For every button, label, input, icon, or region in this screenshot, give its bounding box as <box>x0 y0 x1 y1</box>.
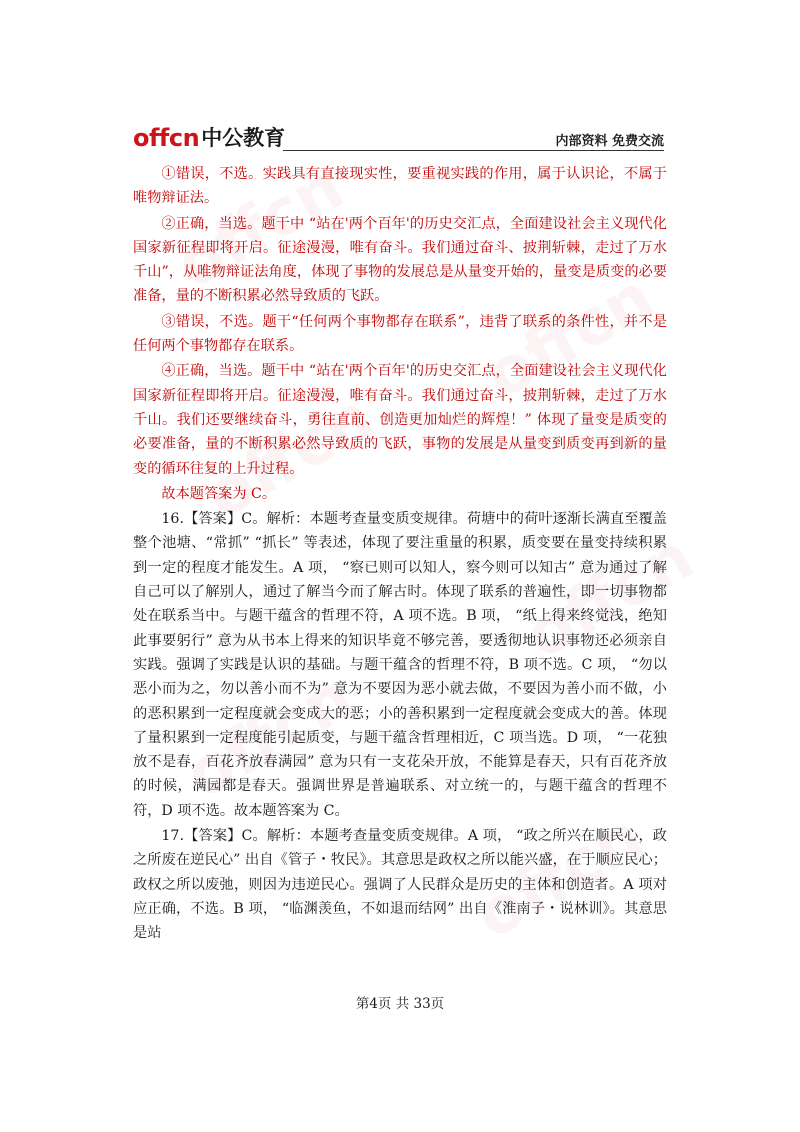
paragraph-option-1: ①错误，不选。实践具有直接现实性，要重视实践的作用，属于认识论，不属于唯物辩证法。 <box>133 166 667 207</box>
page-number: 第4页 共 33页 <box>355 996 445 1012</box>
paragraph-answer-conclusion: 故本题答案为 C。 <box>161 485 277 502</box>
paragraph-option-2: ②正确，当选。题干中 “站在'两个百年'的历史交汇点，全面建设社会主义现代化国家新征程即将开启。征途漫漫，唯有奋斗。我们通过奋斗、披荆斩棘，走过了万水千山”，从唯物辩证法角度，体现了事物的发展总是从量变开始的，量变是质变的必要准备，量的不断积累必然导致质的飞跃。 <box>133 215 667 305</box>
brand-logo-latin: offcn <box>133 124 200 152</box>
page-header <box>133 120 664 152</box>
paragraph-option-3: ③错误，不选。题干“任何两个事物都存在联系”，违背了联系的条件性，并不是任何两个事物都存在联系。 <box>133 313 667 355</box>
brand-logo-chinese: 中公教育 <box>201 126 286 150</box>
brand-logo <box>133 120 285 152</box>
header-divider <box>283 150 664 151</box>
paragraph-question-16: 16.【答案】C。解析：本题考查量变质变规律。荷塘中的荷叶逐渐长满直至覆盖整个池塘、“常抓” “抓长” 等表述，体现了要注重量的积累，质变要在量变持续积累到一定的程度才能发生。A 项， “察已则可以知人，察今则可以知古” 意为通过了解自己可以了解别人，通过了解当今而了解古时。体现了联系的普遍性，即一切事物都处在联系当中。与题干蕴含的哲理不符，A 项不选。B 项， “纸上得来终觉浅，绝知此事要躬行” 意为从书本上得来的知识毕竟不够完善，要透彻地认识事物还必须亲自实践。强调了实践是认识的基础。与题干蕴含的哲理不符，B 项不选。C 项， “勿以恶小而为之，勿以善小而不为” 意为不要因为恶小就去做，不要因为善小而不做，小的恶积累到一定程度就会变成大的恶；小的善积累到一定程度就会变成大的善。体现了量积累到一定程度能引起质变，与题干蕴含哲理相近，C 项当选。D 项， “一花独放不是春，百花齐放春满园” 意为只有一支花朵开放，不能算是春天，只有百花齐放的时候，满园都是春天。强调世界是普遍联系、对立统一的，与题干蕴含的哲理不符，D 项不选。故本题答案为 C。 <box>133 511 667 819</box>
paragraph-option-4: ④正确，当选。题干中 “站在'两个百年'的历史交汇点，全面建设社会主义现代化国家新征程即将开启。征途漫漫，唯有奋斗。我们通过奋斗，披荆斩棘，走过了万水千山。我们还要继续奋斗，勇往直前、创造更加灿烂的辉煌！” 体现了量变是质变的必要准备，量的不断积累必然导致质的飞跃，事物的发展是从量变到质变再到新的量变的循环往复的上升过程。 <box>133 363 667 477</box>
paragraph-question-17: 17.【答案】C。解析：本题考查量变质变规律。A 项， “政之所兴在顺民心，政之所废在逆民心” 出自《管子・牧民》。其意思是政权之所以能兴盛，在于顺应民心；政权之所以废弛，则因为违逆民心。强调了人民群众是历史的主体和创造者。A 项对应正确，不选。B 项， “临渊羡鱼，不如退而结网” 出自《淮南子・说林训》。其意思是站 <box>133 828 667 942</box>
document-body <box>133 162 667 947</box>
header-notice: 内部资料 免费交流 <box>555 134 664 149</box>
